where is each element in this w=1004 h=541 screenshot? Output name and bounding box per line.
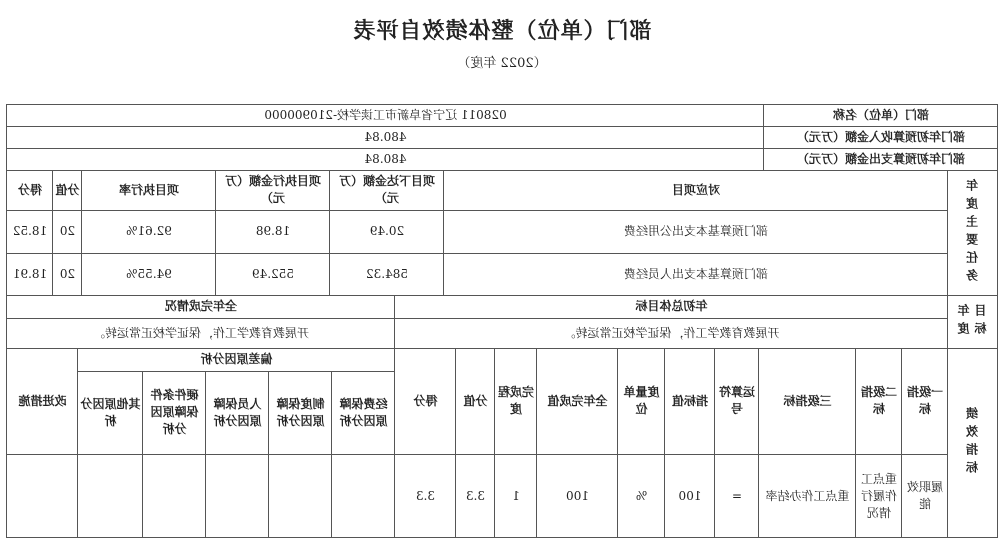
th-score-value: 分值 [55,182,80,197]
th-indicator-value: 指标值 [672,393,709,408]
ind-dev-system [269,454,332,538]
task-project: 部门预算基本支出人员经费 [624,266,769,281]
task-project: 部门预算基本支出公用经费 [624,224,769,238]
report-year: （2022 年度） [457,56,547,71]
income-label: 部门年初预算收入金额（万元） [797,129,966,144]
task-score: 18.91 [12,266,48,281]
ind-indicator-value: 100 [678,488,702,503]
th-improvement: 改进措施 [18,393,67,408]
task-executed: 18.98 [255,224,291,238]
task-allocated: 20.49 [369,224,405,238]
ind-degree: 1 [512,488,520,503]
ind-level3: 重点工作办结率 [765,488,850,503]
task-allocated: 584.32 [366,266,408,281]
th-rate: 项目执行率 [119,182,180,197]
th-dev-hardware: 硬件条件保障原因分析 [150,388,199,436]
dept-name-value: 028011 辽宁省阜新市工读学校-210900000 [264,107,507,122]
ind-dev-other [78,454,143,538]
goal-completion-text: 开展教育教学工作，保证学校正常运转。 [93,325,310,340]
th-unit: 度量单位 [623,385,660,416]
goal-completion-header: 全年完成情况 [165,299,238,313]
task-score-value: 20 [59,266,76,281]
th-dev-other: 其他原因分析 [80,396,141,428]
goal-target-header: 年初总体目标 [635,299,708,313]
th-deviation: 偏差原因分析 [200,352,273,366]
task-score: 18.52 [12,224,48,238]
th-degree: 完成程度 [498,385,535,416]
section-goals-label: 年度目标 [957,303,988,340]
th-allocated: 项目下达金额（万元） [339,174,436,205]
th-score: 得分 [18,182,43,197]
dept-name-label: 部门（单位）名称 [833,107,930,122]
th-actual: 全年完成值 [547,393,608,408]
task-executed: 552.49 [252,266,294,281]
th-level1: 一级指标 [907,385,944,416]
expense-label: 部门年初预算支出金额（万元） [797,151,966,166]
th-dev-funding: 经费保障原因分析 [339,396,388,428]
section-indicators-label: 绩效指标 [965,407,980,479]
th-dev-system: 制度保障原因分析 [276,396,325,428]
income-value: 480.84 [364,129,407,144]
ind-score-value: 3.3 [465,488,486,503]
ind-actual: 100 [566,488,589,503]
th-score-value: 分值 [463,393,488,408]
th-score: 得分 [413,393,438,408]
expense-value: 480.84 [364,151,407,166]
th-executed: 项目执行金额（万元） [225,174,322,205]
ind-unit: % [635,488,648,503]
ind-level2: 重点工作履行情况 [861,471,898,520]
ind-dev-personnel [206,454,269,538]
th-operator: 运算符号 [719,385,756,416]
ind-improvement [7,454,78,538]
ind-operator: = [731,488,743,503]
th-level3: 三级指标 [783,393,832,408]
th-level2: 二级指标 [861,385,898,416]
th-dev-personnel: 人员保障原因分析 [213,396,262,428]
task-rate: 94.55% [126,266,172,281]
task-score-value: 20 [59,224,76,238]
ind-level1: 履职效能 [907,480,944,511]
task-rate: 92.61% [126,224,172,238]
goal-target-text: 开展教育教学工作，保证学校正常运转。 [563,325,780,340]
ind-dev-funding [332,454,395,538]
th-project: 对应项目 [672,182,721,197]
ind-dev-hardware [143,454,206,538]
page-title: 部门（单位）整体绩效自评表 [352,18,652,44]
ind-score: 3.3 [415,488,436,503]
section-tasks-label: 年度主要任务 [965,178,980,287]
